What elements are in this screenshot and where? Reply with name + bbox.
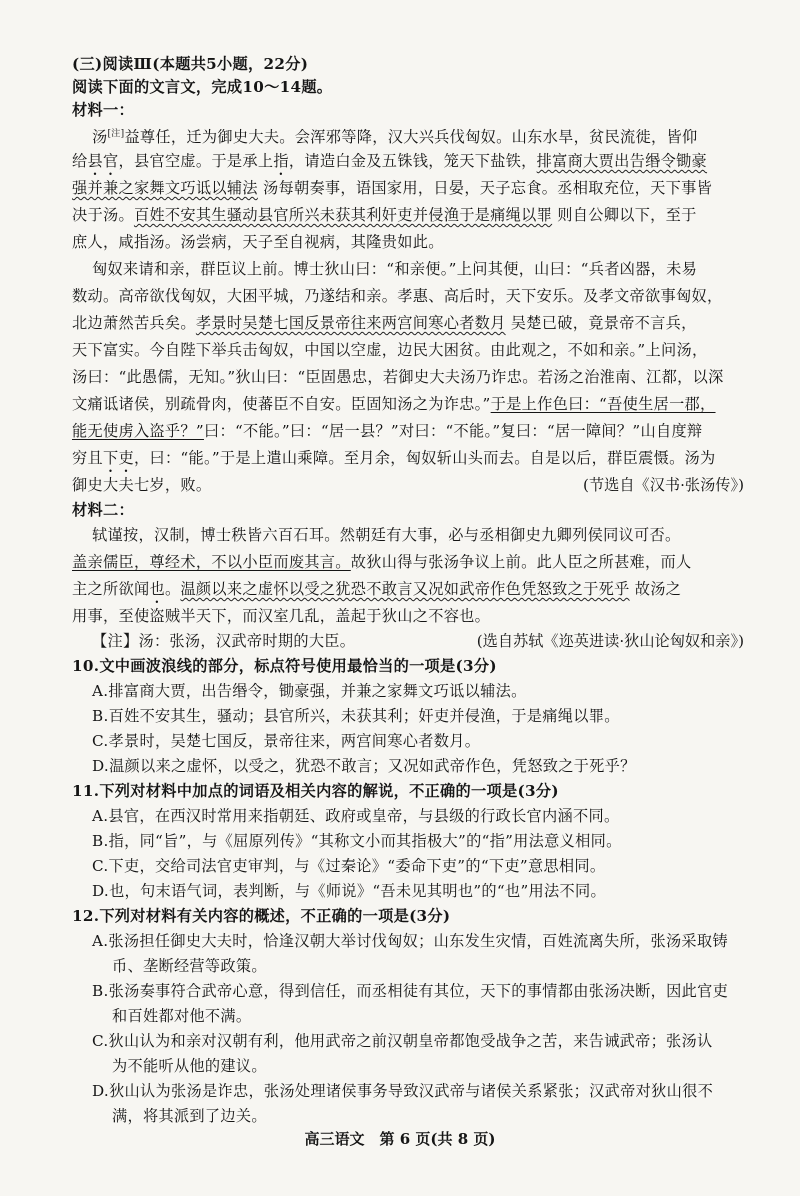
question-10-option-a: A.排富商大贾，出告缗令，锄豪强，并兼之家舞文巧诋以辅法。 [92, 682, 527, 700]
m1-line: 能无使虏入盗乎？”曰：“不能。”曰：“居一县？”对曰：“不能。”复曰：“居一障间？”山自度辩 [72, 422, 703, 440]
question-10-option-d: D.温颜以来之虚怀，以受之，犹恐不敢言；又况如武帝作色，凭怒致之于死乎？ [92, 757, 636, 775]
underlined-sentence: 于是上作色曰：“吾使生居一郡， [490, 395, 716, 413]
material2-source: (选自苏轼《迩英进读·狄山论匈奴和亲》) [476, 632, 744, 650]
dotted-word-xiali: 下吏 [102, 449, 134, 467]
m1-line: 文痛诋诸侯，别疏骨肉，使蕃臣不自安。臣固知汤之为诈忠。”于是上作色曰：“吾使生居一郡， [72, 395, 716, 413]
question-12-option-d: D.狄山认为张汤是诈忠，张汤处理诸侯事务导致汉武帝与诸侯关系紧张；汉武帝对狄山很不 [92, 1082, 714, 1100]
question-11-option-a: A.县官，在西汉时常用来指朝廷、政府或皇帝，与县级的行政长官内涵不同。 [92, 807, 620, 825]
m1-line: 决于汤。百姓不安其生骚动县官所兴未获其利奸吏并侵渔于是痛绳以罪 则自公卿以下，至于 [72, 206, 697, 224]
m1-line: 强并兼之家舞文巧诋以辅法 汤每朝奏事，语国家用，日晏，天子忘食。丞相取充位，天下事皆 [72, 179, 713, 197]
question-12-option-a: A.张汤担任御史大夫时，恰逢汉朝大举讨伐匈奴；山东发生灾情，百姓流离失所，张汤采取铸 [92, 932, 728, 950]
material1-source: (节选自《汉书·张汤传》) [583, 476, 744, 494]
wavy-line-segment: 孝景时吴楚七国反景帝往来两宫间寒心者数月 [195, 314, 506, 332]
question-12-option-b: B.张汤奏事符合武帝心意，得到信任，而丞相徒有其位，天下的事情都由张汤决断，因此官吏 [92, 982, 729, 1000]
m2-line: 主之所欲闻也。温颜以来之虚怀以受之犹恐不敢言又况如武帝作色凭怒致之于死乎 故汤之 [72, 580, 682, 598]
section-title: (三)阅读Ⅲ(本题共5小题，22分) [72, 55, 309, 73]
m1-line: 天下富实。今自陛下举兵击匈奴，中国以空虚，边民大困贫。由此观之，不如和亲。”上问汤， [72, 341, 708, 359]
m1-line: 穷且下吏，曰：“能。”于是上遣山乘障。至月余，匈奴斩山头而去。自是以后，群臣震慑。汤为 [72, 449, 716, 467]
m1-line: 给县官，县官空虚。于是承上指，请造白金及五铢钱，笼天下盐铁，排富商大贾出告缗令锄豪 [72, 152, 708, 170]
underlined-sentence: 能无使虏入盗乎？” [72, 422, 204, 440]
wavy-line-segment: 百姓不安其生骚动县官所兴未获其利奸吏并侵渔于是痛绳以罪 [133, 206, 553, 224]
dotted-word-ye: 也 [149, 580, 165, 598]
question-11-option-b: B.指，同“旨”，与《屈原列传》“其称文小而其指极大”的“指”用法意义相同。 [92, 832, 622, 850]
m1-line: 匈奴来请和亲，群臣议上前。博士狄山曰：“和亲便。”上问其便，山曰：“兵者凶器，未易 [92, 260, 698, 278]
m1-line: 北边萧然苦兵矣。孝景时吴楚七国反景帝往来两宫间寒心者数月 吴楚已破，竟景帝不言兵， [72, 314, 697, 332]
wavy-line-segment: 温颜以来之虚怀以受之犹恐不敢言又况如武帝作色凭怒致之于死乎 [180, 580, 630, 598]
wavy-line-segment: 排富商大贾出告缗令锄豪 [536, 152, 708, 170]
wavy-line-segment: 强并兼之家舞文巧诋以辅法 [72, 179, 258, 197]
m1-line: 数动。高帝欲伐匈奴，大困平城，乃遂结和亲。孝惠、高后时，天下安乐。及孝文帝欲事匈奴， [72, 287, 723, 305]
m1-line: 御史大夫七岁，败。 [72, 476, 212, 494]
question-11-stem: 11.下列对材料中加点的词语及相关内容的解说，不正确的一项是(3分) [72, 782, 559, 800]
material2-note: 【注】汤：张汤，汉武帝时期的大臣。 [92, 632, 356, 650]
m2-line: 轼谨按，汉制，博士秩皆六百石耳。然朝廷有大事，必与丞相御史九卿列侯同议可否。 [92, 526, 681, 544]
question-12-option-b-cont: 和百姓都对他不满。 [112, 1007, 252, 1025]
m2-line: 盖亲儒臣，尊经术，不以小臣而废其言。故狄山得与张汤争议上前。此人臣之所甚难，而人 [72, 553, 692, 571]
question-11-option-c: C.下吏，交给司法官吏审判，与《过秦论》“委命下吏”的“下吏”意思相同。 [92, 857, 606, 875]
dotted-word-xianguan: 县官 [87, 152, 119, 170]
question-10-option-c: C.孝景时，吴楚七国反，景帝往来，两宫间寒心者数月。 [92, 732, 481, 750]
m1-line: 庶人，咸指汤。汤尝病，天子至自视病，其隆贵如此。 [72, 233, 444, 251]
question-10-option-b: B.百姓不安其生，骚动；县官所兴，未获其利；奸吏并侵渔，于是痛绳以罪。 [92, 707, 620, 725]
material1-heading: 材料一： [72, 101, 134, 119]
page-footer: 高三语文 第 6 页(共 8 页) [304, 1130, 496, 1148]
question-12-option-c: C.狄山认为和亲对汉朝有利，他用武帝之前汉朝皇帝都饱受战争之苦，来告诫武帝；张汤认 [92, 1032, 713, 1050]
m1-line: 汤[注]益尊任，迁为御史大夫。会浑邪等降，汉大兴兵伐匈奴。山东水旱，贫民流徙，皆仰 [92, 128, 698, 147]
underlined-sentence: 盖亲儒臣，尊经术，不以小臣而废其言。 [72, 553, 351, 571]
question-12-stem: 12.下列对材料有关内容的概述，不正确的一项是(3分) [72, 907, 451, 925]
question-12-option-a-cont: 币、垄断经营等政策。 [112, 957, 267, 975]
material2-heading: 材料二： [72, 501, 134, 519]
question-12-option-c-cont: 为不能听从他的建议。 [112, 1057, 267, 1075]
question-10-stem: 10.文中画波浪线的部分，标点符号使用最恰当的一项是(3分) [72, 657, 497, 675]
dotted-word-zhi: 指 [273, 152, 289, 170]
question-11-option-d: D.也，句末语气词，表判断，与《师说》“吾未见其明也”的“也”用法不同。 [92, 882, 606, 900]
question-12-option-d-cont: 满，将其派到了边关。 [112, 1107, 267, 1125]
m2-line: 用事，至使盗贼半天下，而汉室几乱，盖起于狄山之不容也。 [72, 607, 491, 625]
section-instruction: 阅读下面的文言文，完成10～14题。 [72, 78, 333, 96]
m1-line: 汤曰：“此愚儒，无知。”狄山曰：“臣固愚忠，若御史大夫汤乃诈忠。若汤之治淮南、江都，以深 [72, 368, 724, 386]
